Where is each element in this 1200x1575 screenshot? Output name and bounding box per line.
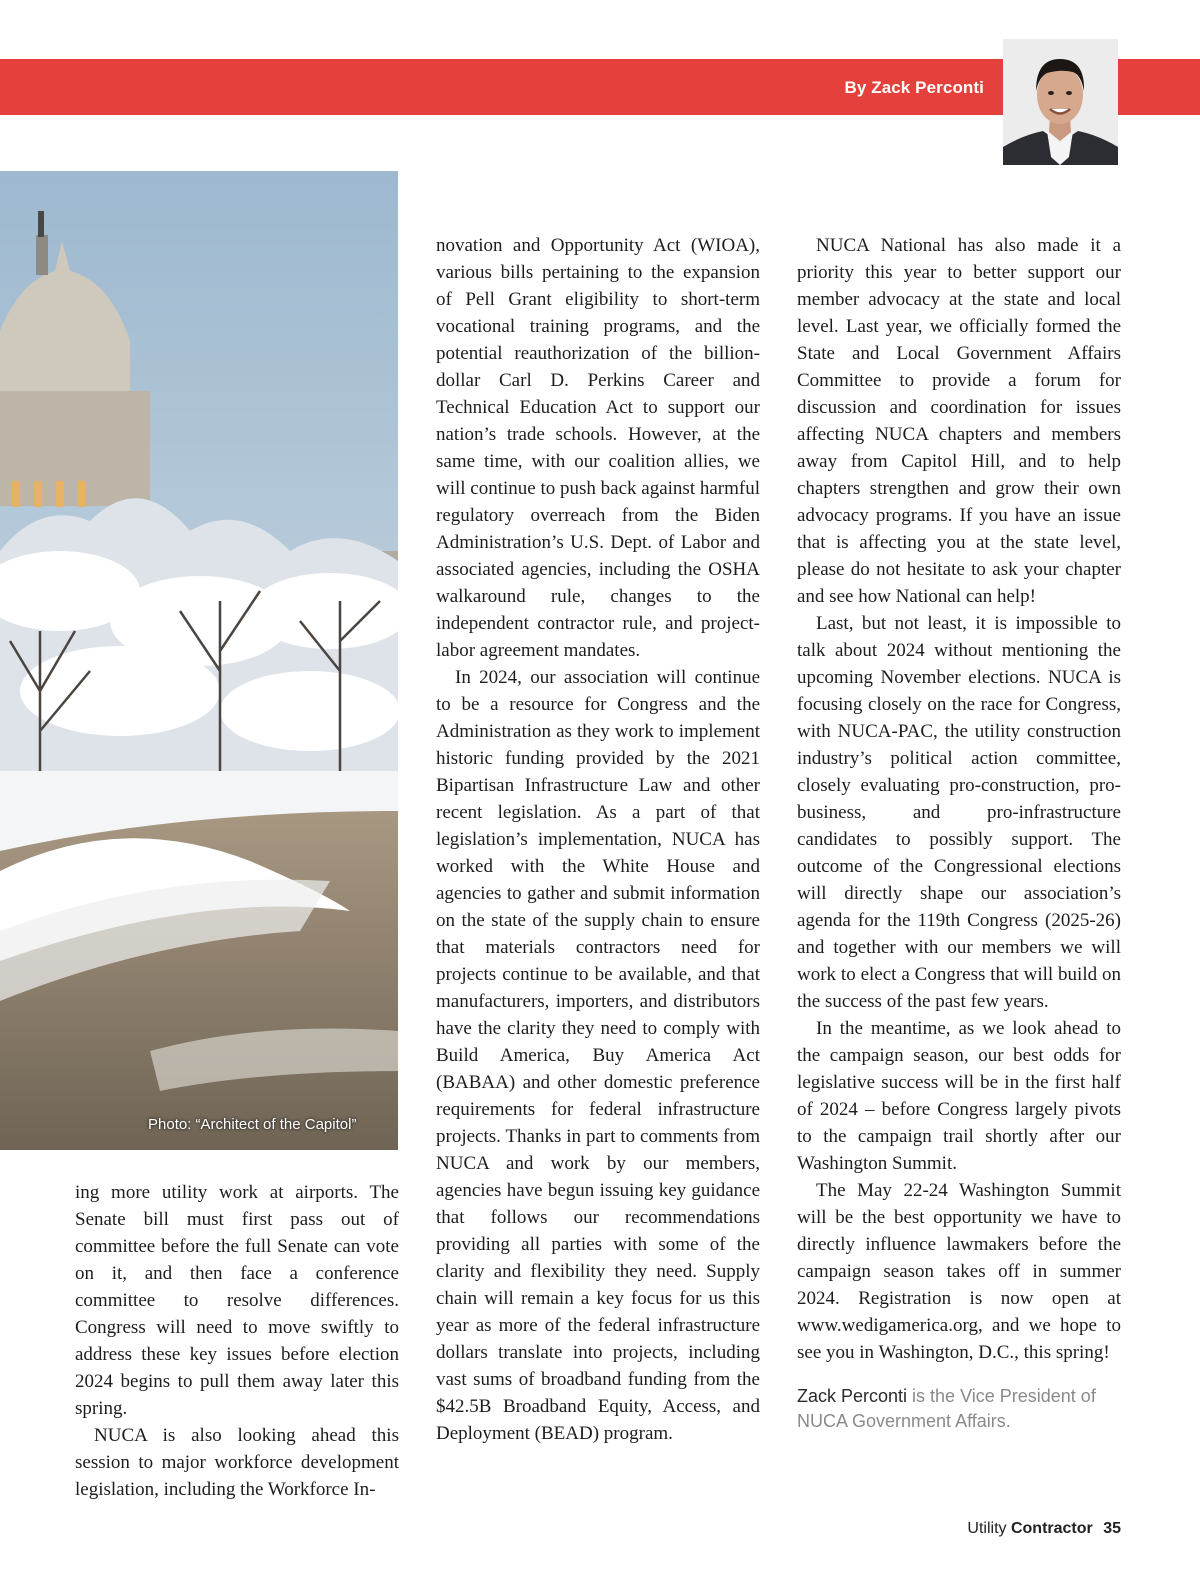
author-headshot [1003,39,1118,165]
paragraph: In the meantime, as we look ahead to the campaign season, our best odds for legislative success will be in the first half of 2024 – before Congress largely pivots to the campaign trail shortly after our Washington Summit. [797,1018,1121,1174]
paragraph: Last, but not least, it is impossible to talk about 2024 without mentioning the upcoming November elections. NUCA is focusing closely on the race for Congress, with NUCA-PAC, the utility construction industry’s political action committee, closely evaluating pro-construction, pro-business, and pro-infrastructure candidates to possibly support. The outcome of the Congressional elections will directly shape our association’s agenda for the 119th Congress (2025-26) and together with our members we will work to elect a Congress that will build on the success of the past few years. [797,613,1121,1012]
article-column-2 [436,232,760,1447]
publication-name-part1: Utility [967,1520,1007,1537]
paragraph: novation and Opportunity Act (WIOA), various bills pertaining to the expansion of Pell Grant eligibility to short-term vocational training programs, and the potential reauthorization of the billion-dollar Carl D. Perkins Career and Technical Education Act to support our nation’s trade schools. However, at the same time, with our coalition allies, we will continue to push back against harmful regulatory overreach from the Biden Administration’s U.S. Dept. of Labor and associated agencies, including the OSHA walkaround rule, changes to the independent contractor rule, and project-labor agreement mandates. [436,235,760,661]
paragraph: In 2024, our association will continue to be a resource for Congress and the Administration as they work to implement historic funding provided by the 2021 Bipartisan Infrastructure Law and other recent legislation. As a part of that legislation’s implementation, NUCA has worked with the White House and agencies to gather and submit information on the state of the supply chain to ensure that materials contractors need for projects continue to be available, and that manufacturers, importers, and distributors have the clarity they need to comply with Build America, Buy America Act (BABAA) and other domestic preference requirements for federal infrastructure projects. Thanks in part to comments from NUCA and work by our members, agencies have begun issuing key guidance that follows our recommendations providing all parties with some of the clarity and flexibility they need. Supply chain will remain a key focus for us this year as more of the federal infrastructure dollars translate into projects, including vast sums of broadband funding from the $42.5B Broadband Equity, Access, and Deployment (BEAD) program. [436,667,760,1444]
author-name: Zack Perconti [797,1386,908,1406]
photo-credit: Photo: “Architect of the Capitol” [148,1116,357,1133]
author-headshot-photo-icon [1003,39,1118,165]
paragraph: The May 22-24 Washington Summit will be the best opportunity we have to directly influence lawmakers before the campaign season takes off in summer 2024. Registration is now open at www.wedigamerica.org, and we hope to see you in Washington, D.C., this spring! [797,1180,1121,1363]
article-column-3 [797,232,1121,1434]
paragraph: ing more utility work at airports. The Senate bill must first pass out of committee before the full Senate can vote on it, and then face a conference committee to resolve differences. Congress will need to move swiftly to address these key issues before election 2024 begins to pull them away later this spring. [75,1182,399,1419]
author-bio-text: is the Vice President of NUCA Government Affairs. [797,1386,1096,1431]
page-number: 35 [1103,1520,1121,1537]
paragraph: NUCA National has also made it a priority this year to better support our member advocacy at the state and local level. Last year, we officially formed the State and Local Government Affairs Committee to provide a forum for discussion and coordination for issues affecting NUCA chapters and members away from Capitol Hill, and to help chapters strengthen and grow their own advocacy programs. If you have an issue that is affecting you at the state level, please do not hesitate to ask your chapter and see how National can help! [797,235,1121,607]
byline: By Zack Perconti [844,78,984,97]
author-bio [797,1384,1121,1434]
paragraph: NUCA is also looking ahead this session to major workforce development legislation, including the Workforce In- [75,1425,399,1500]
article-column-1 [75,1179,399,1503]
capitol-photo [0,171,398,1150]
page-footer [967,1520,1121,1538]
publication-name-part2: Contractor [1010,1520,1093,1537]
us-capitol-snow-photo-icon [0,171,398,1150]
